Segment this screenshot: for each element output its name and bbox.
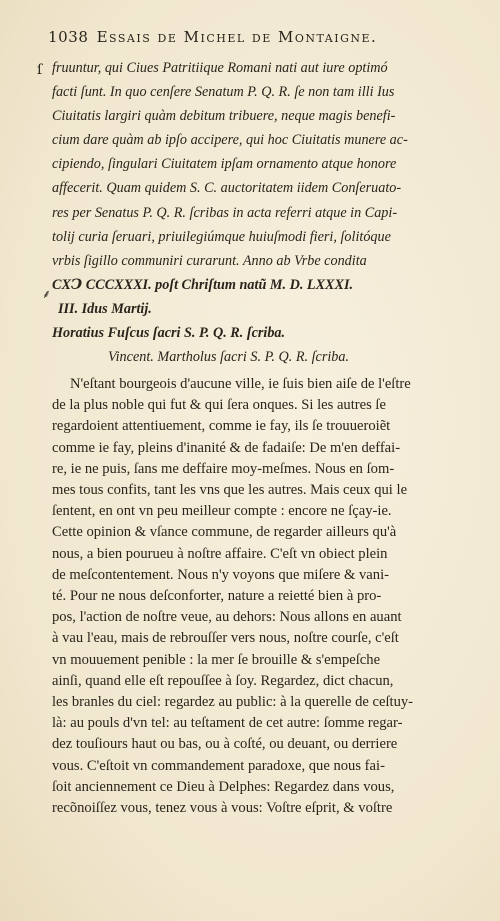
french-line: dez touſiours haut ou bas, ou à coſté, ou deuant, ou derriere [52,736,398,753]
latin-line: cipiendo, ſingulari Ciuitatem ipſam ornamento atque honore [52,156,397,173]
page-number: 1038 [48,28,89,46]
latin-line: vrbis ſigillo communiri curarunt. Anno ab Vrbe condita [52,252,367,269]
french-line: té. Pour ne nous deſconforter, nature a reietté bien à pro- [52,588,382,605]
french-line: les branles du ciel: regardez au public: à la querelle de ceſtuy- [52,694,414,711]
latin-line: tolij curia ſeruari, priuilegiúmque huiuſmodi fieri, ſolitóque [52,228,391,245]
latin-line: facti ſunt. In quo cenſere Senatum P. Q. R. ſe non tam illi Ius [52,84,395,101]
latin-decree-text [52,56,480,369]
margin-mark: ſ [37,62,43,78]
french-line: pos, l'action de noſtre veue, au dehors: Nous allons en auant [52,609,402,626]
latin-line: Ciuitatis largiri quàm debitum tribuere, neque magis benefi- [52,108,396,125]
french-line: nous, a bien pourueu à noſtre affaire. C'eſt vn obiect plein [52,545,388,562]
french-line: à vau l'eau, mais de rebrouſſer vers nous, noſtre courſe, c'eſt [52,630,399,647]
french-line: là: au pouls d'vn tel: au teſtament de cet autre: ſomme regar- [52,715,403,732]
french-line: re, ie ne puis, ſans me deffaire moy-meſmes. Nous en ſom- [52,460,395,477]
french-line: ſoit anciennement ce Dieu à Delphes: Regardez dans vous, [52,778,395,795]
latin-date-line: III. Idus Martij. [58,300,152,317]
latin-line: fruuntur, qui Ciues Patritiique Romani nati aut iure optimó [52,60,388,76]
latin-signature-line: Horatius Fuſcus ſacri S. P. Q. R. ſcriba. [52,325,286,342]
latin-date-line: CXↃ CCCXXXI. poſt Chriſtum natũ M. D. LXXXI. [52,276,354,293]
french-line: de la plus noble qui fut & qui ſera onques. Si les autres ſe [52,397,386,414]
french-line: vn mouuement penible : la mer ſe brouille & s'empeſche [52,651,381,668]
margin-flourish-mark: ⸙ [42,287,52,301]
latin-signature-line: Vincent. Martholus ſacri S. P. Q. R. ſcriba. [108,349,350,366]
latin-line: affecerit. Quam quidem S. C. auctoritatem iidem Conſeruato- [52,180,402,197]
latin-line: cium dare quàm ab ipſo accipere, qui hoc Ciuitatis munere ac- [52,132,408,149]
french-line: ſentent, en ont vn peu meilleur compte : encore ne ſçay-ie. [52,503,392,520]
french-line: de meſcontentement. Nous n'y voyons que miſere & vani- [52,566,389,583]
french-line: ainſi, quand elle eſt repouſſee à ſoy. Regardez, dict chacun, [52,672,394,689]
running-header [48,28,468,52]
french-line: comme ie fay, pleins d'inanité & de fadaiſe: De m'en deffai- [52,439,401,456]
french-line: vous. C'eſtoit vn commandement paradoxe, que nous fai- [52,757,385,774]
french-line: recõnoiſſez vous, tenez vous à vous: Voſtre eſprit, & voſtre [52,800,393,817]
running-title: Essais de Michel de Montaigne. [96,28,378,46]
french-line: N'eſtant bourgeois d'aucune ville, ie ſuis bien aiſe de l'eſtre [70,376,411,392]
latin-line: res per Senatus P. Q. R. ſcribas in acta referri atque in Capi- [52,204,398,221]
french-line: regardoient attentiuement, comme ie fay, ils ſe trouueroiẽt [52,418,391,435]
french-line: mes tous confits, tant les vns que les autres. Mais ceux qui le [52,482,408,499]
french-essay-text [52,374,484,819]
french-line: Cette opinion & vſance commune, de regarder ailleurs qu'à [52,524,397,541]
